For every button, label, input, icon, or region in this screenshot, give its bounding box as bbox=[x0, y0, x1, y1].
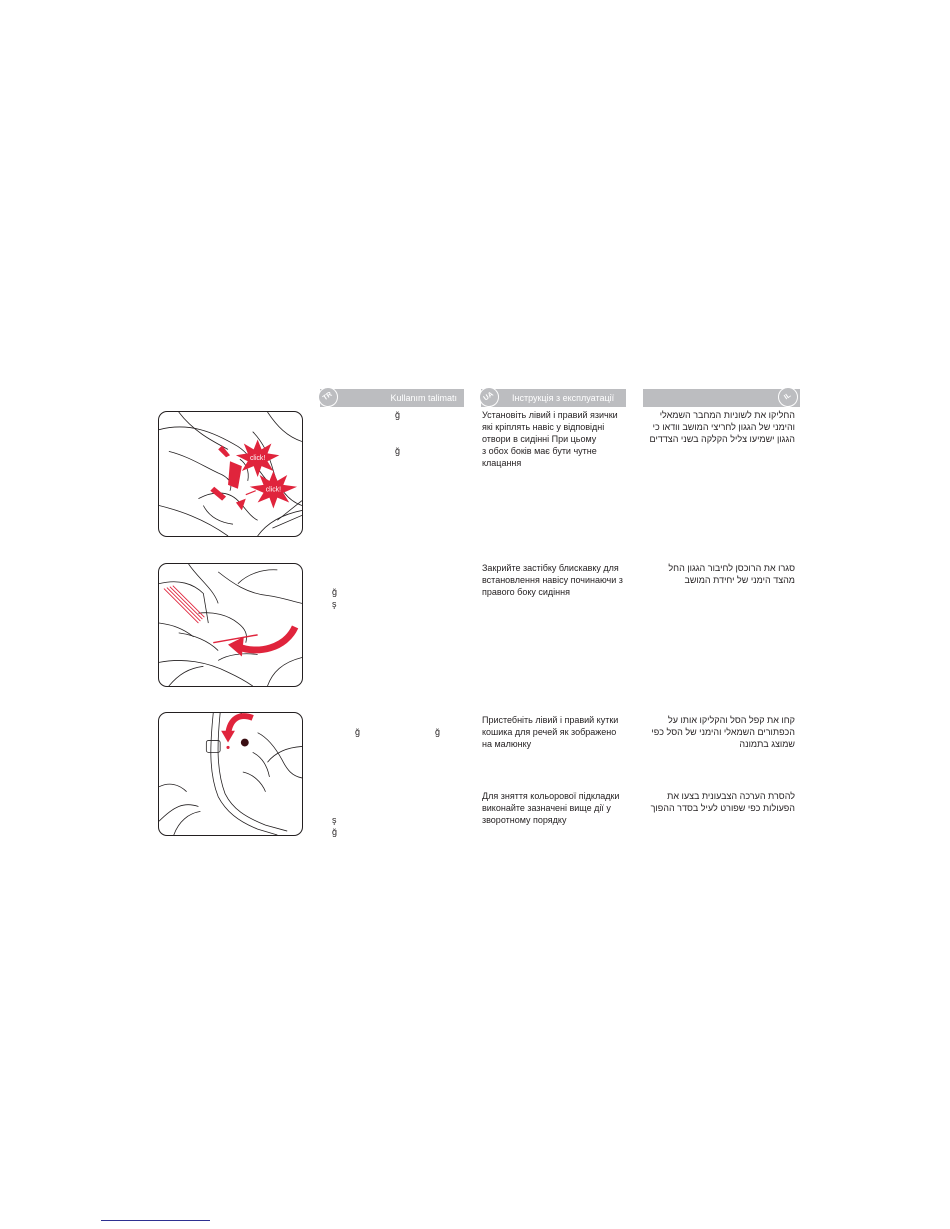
hands-clip-illustration bbox=[159, 412, 302, 536]
il-step-3: קחו את קפל הסל והקליקו אותו על הכפתורים השמאלי והימני של הסל כפי שמוצג בתמונה bbox=[651, 715, 795, 749]
badge-il: IL bbox=[774, 383, 802, 411]
footer-rule bbox=[101, 1220, 210, 1221]
il-step-2: סגרו את הרוכסן לחיבור הגגון החל מהצד הימני של יחידת המושב bbox=[668, 563, 795, 585]
ua-step-3: Пристебніть лівий і правий кутки кошика для речей як зображено на малюнку bbox=[482, 715, 619, 749]
click-label-1: click! bbox=[249, 455, 266, 463]
header-tr-title: Kullanım talimatı bbox=[390, 393, 457, 403]
header-il bbox=[643, 389, 800, 407]
illustration-step-1 bbox=[158, 411, 303, 537]
ua-step-1: Установіть лівий і правий язички які кріплять навіс у відповідні отвори в сидінні При цьому з обох боків має бути чутне клацання bbox=[482, 410, 618, 468]
header-ua bbox=[481, 389, 626, 407]
ua-step-2: Закрийте застібку блискавку для встановлення навісу починаючи з правого боку сидіння bbox=[482, 563, 623, 597]
badge-ua: UA bbox=[475, 383, 503, 411]
illustration-step-2 bbox=[158, 563, 303, 687]
click-label-2: click! bbox=[265, 486, 282, 494]
basket-button-illustration bbox=[159, 713, 302, 835]
click-starburst-top bbox=[236, 440, 279, 477]
tr-step-1: ğ ğ bbox=[395, 410, 401, 456]
header-ua-title: Інструкція з експлуатації bbox=[512, 393, 615, 403]
tr-step-2: ğ ş bbox=[332, 587, 338, 609]
zipper-illustration bbox=[159, 564, 302, 686]
header-tr bbox=[320, 389, 464, 407]
tr-step-4: ş ğ bbox=[332, 815, 338, 837]
tr-step-3: ğ ğ bbox=[355, 727, 441, 737]
il-step-4: להסרת הערכה הצבעונית בצעו את הפעולות כפי שפורט לעיל בסדר ההפוך bbox=[650, 791, 795, 813]
badge-tr: TR bbox=[314, 383, 342, 411]
il-step-1: החליקו את לשוניות המחבר השמאלי והימני של הגגון לחריצי המושב וודאו כי הגגון ישמיעו צליל הקלקה בשני הצדדים bbox=[649, 410, 795, 444]
ua-step-4: Для зняття кольорової підкладки виконайте зазначені вище дії у зворотному порядку bbox=[482, 791, 620, 825]
illustration-step-3 bbox=[158, 712, 303, 836]
click-starburst-bottom bbox=[250, 471, 297, 508]
